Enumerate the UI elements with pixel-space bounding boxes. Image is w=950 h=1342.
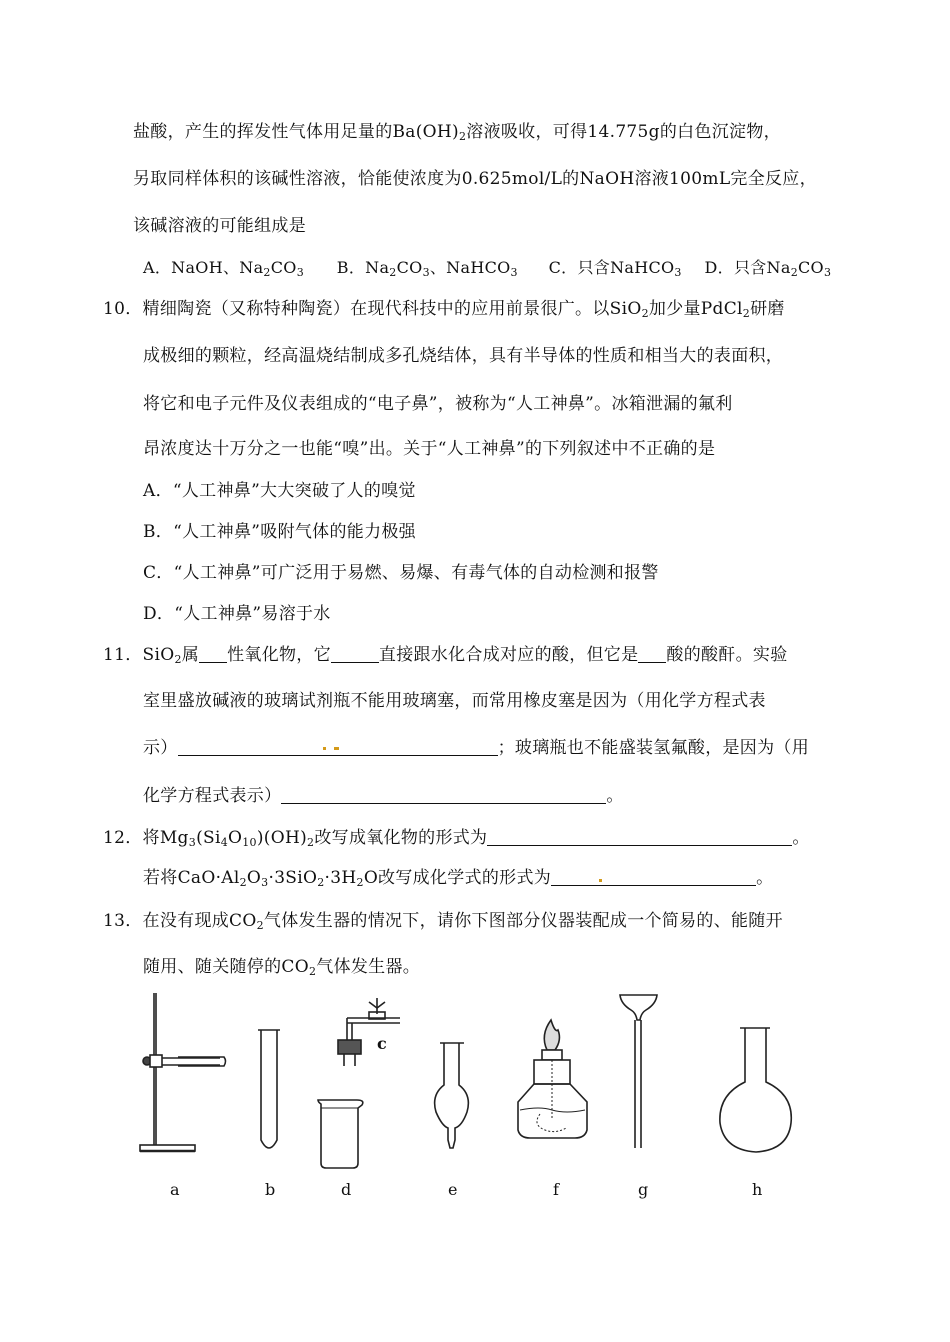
- q13-line-1: 13．在没有现成$CO_2$气体发生器的情况下，请你下图部分仪器装配成一个简易的、能随开: [103, 911, 783, 932]
- q11-blank-1[interactable]: [199, 644, 227, 663]
- q10-line-2: 成极细的颗粒，经高温烧结制成多孔烧结体，具有半导体的性质和相当大的表面积，: [143, 346, 784, 366]
- separating-funnel-icon: [435, 1043, 469, 1148]
- beaker-icon: [318, 1100, 363, 1168]
- thistle-funnel-icon: [620, 995, 657, 1148]
- q10-option-c: C．“人工神鼻”可广泛用于易燃、易爆、有毒气体的自动检测和报警: [143, 563, 659, 583]
- q9-option-b: B．$Na_2CO_3$、NaHCO$_3$: [336, 258, 518, 279]
- q10-option-b: B．“人工神鼻”吸附气体的能力极强: [143, 522, 416, 542]
- q9-line-1: 盐酸，产生的挥发性气体用足量的$Ba(OH)_2$溶液吸收，可得14.775g的白色沉淀物，: [133, 122, 781, 143]
- q11-blank-2[interactable]: [331, 644, 379, 663]
- q10-number: 10．: [103, 299, 143, 319]
- q11-blank-3[interactable]: [638, 644, 666, 663]
- q12-number: 12．: [103, 828, 143, 848]
- q11-blank-4[interactable]: [178, 737, 498, 756]
- alcohol-lamp-icon: [518, 1020, 587, 1138]
- q9-option-a: A．NaOH、$Na_2CO_3$: [143, 258, 304, 279]
- q11-line-1: 11．SiO$_2$属 性氧化物，它 直接跟水化合成对应的酸，但它是 酸的酸酐。实验: [103, 645, 788, 666]
- q9-line-3: 该碱溶液的可能组成是: [133, 216, 306, 236]
- label-d: d: [341, 1180, 352, 1199]
- q12-blank-1[interactable]: [487, 827, 792, 846]
- q10-option-d: D．“人工神鼻”易溶于水: [143, 604, 331, 624]
- label-b: b: [265, 1180, 276, 1199]
- iron-stand-icon: [140, 993, 226, 1151]
- q9-option-c: C．只含NaHCO$_3$: [548, 258, 682, 279]
- q10-line-4: 昂浓度达十万分之一也能“嗅”出。关于“人工神鼻”的下列叙述中不正确的是: [143, 439, 716, 459]
- q11-blank-5[interactable]: [281, 785, 606, 804]
- label-h: h: [752, 1180, 763, 1199]
- q10-line-3: 将它和电子元件及仪表组成的“电子鼻”，被称为“人工神鼻”。冰箱泄漏的氟利: [143, 394, 733, 414]
- label-f: f: [553, 1180, 559, 1199]
- label-a: a: [170, 1180, 180, 1199]
- q9-options: [143, 256, 831, 280]
- round-flask-icon: [720, 1028, 791, 1152]
- q11-line-2: 室里盛放碱液的玻璃试剂瓶不能用玻璃塞，而常用橡皮塞是因为（用化学方程式表: [143, 691, 766, 711]
- label-g: g: [638, 1180, 649, 1199]
- apparatus-figure: [0, 985, 950, 1215]
- q11-line-3: 示） ；玻璃瓶也不能盛装氢氟酸，是因为（用: [143, 738, 810, 758]
- q12-blank-2[interactable]: [551, 867, 756, 886]
- test-tube-icon: [258, 1030, 280, 1148]
- q10-option-a: A．“人工神鼻”大大突破了人的嗅觉: [143, 481, 416, 501]
- q10-line-1: 10．精细陶瓷（又称特种陶瓷）在现代科技中的应用前景很广。以SiO$_2$加少量PdCl$_2$研磨: [103, 299, 785, 320]
- stopcock-icon: [338, 998, 400, 1066]
- q13-line-2: 随用、随关随停的$CO_2$气体发生器。: [143, 957, 421, 978]
- q9-option-d: D．只含$Na_2CO_3$: [704, 258, 832, 279]
- q13-number: 13．: [103, 911, 143, 931]
- q11-line-4: 化学方程式表示） 。: [143, 786, 624, 806]
- label-c: c: [377, 1034, 387, 1053]
- q11-number: 11．: [103, 645, 143, 665]
- label-e: e: [448, 1180, 458, 1199]
- q9-line-2: 另取同样体积的该碱性溶液，恰能使浓度为0.625mol/L的NaOH溶液100mL完全反应，: [133, 169, 817, 189]
- q12-line-1: 12．将$Mg_3(Si_4O_{10})(OH)_2$改写成氧化物的形式为 。: [103, 828, 810, 849]
- q12-line-2: 若将$CaO\cdot Al_2O_3\cdot 3SiO_2\cdot 3H_2O$改写成化学式的形式为 。: [143, 868, 774, 889]
